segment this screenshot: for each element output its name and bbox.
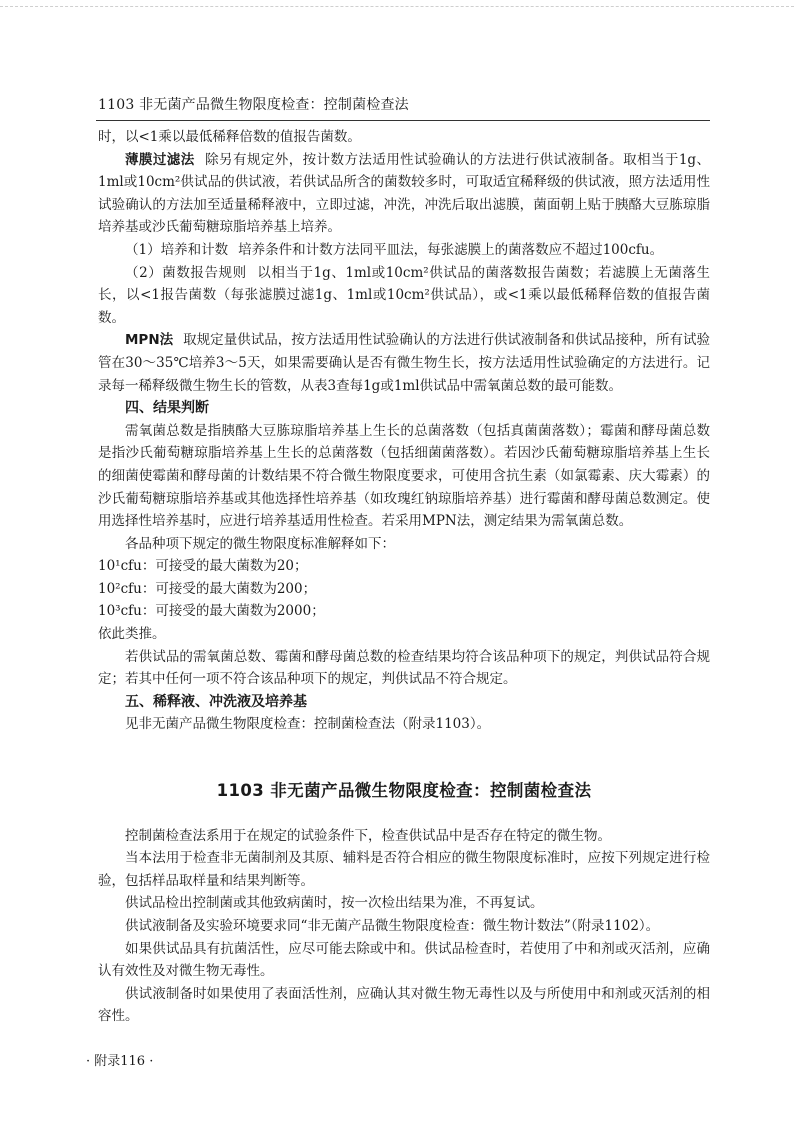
- paragraph-membrane-filtration: [98, 149, 710, 239]
- paragraph-item-1: [98, 239, 710, 262]
- section-4-paragraph-3: 若供试品的需氧菌总数、霉菌和酵母菌总数的检查结果均符合该品种项下的规定，判供试品符合规定；若其中任何一项不符合该品种项下的规定，判供试品不符合规定。: [98, 648, 710, 688]
- header-rule: [96, 120, 710, 121]
- limit-line-2: 10²cfu：可接受的最大菌数为200；: [98, 580, 317, 597]
- membrane-method-text: 除另有规定外，按计数方法适用性试验确认的方法进行供试液制备。取相当于1g、1ml或10cm²供试品的供试液，若供试品所含的菌数较多时，可取适宜稀释级的供试液，照方法适用性试验确认的方法加至适量稀释液中，立即过滤，冲洗，冲洗后取出滤膜，菌面朝上贴于胰酪大豆胨琼脂培养基或沙氏葡萄糖琼脂培养基上培养。: [98, 151, 711, 236]
- limit-line-1: 10¹cfu：可接受的最大菌数为20；: [98, 558, 308, 575]
- chapter-paragraph-2: 当本法用于检查非无菌制剂及其原、辅料是否符合相应的微生物限度标准时，应按下列规定进行检验，包括样品取样量和结果判断等。: [98, 850, 710, 889]
- item-2-label: （2）菌数报告规则: [125, 264, 247, 281]
- section-4-paragraph-2: 各品种项下规定的微生物限度标准解释如下：: [125, 535, 395, 552]
- running-header: 1103 非无菌产品微生物限度检查：控制菌检查法: [98, 97, 409, 113]
- chapter-paragraph-3: 供试品检出控制菌或其他致病菌时，按一次检出结果为准，不再复试。: [125, 895, 544, 912]
- paragraph-continuation: 时，以<1乘以最低稀释倍数的值报告菌数。: [98, 129, 361, 145]
- chapter-title: 1103 非无菌产品微生物限度检查：控制菌检查法: [216, 781, 592, 801]
- section-4-paragraph-1: 需氧菌总数是指胰酪大豆胨琼脂培养基上生长的总菌落数（包括真菌菌落数）；霉菌和酵母菌总数是指沙氏葡萄糖琼脂培养基上生长的总菌落数（包括细菌菌落数）。若因沙氏葡萄糖琼脂培养基上生长的细菌使霉菌和酵母菌的计数结果不符合微生物限度要求，可使用含抗生素（如氯霉素、庆大霉素）的沙氏葡萄糖琼脂培养基或其他选择性培养基（如玫瑰红钠琼脂培养基）进行霉菌和酵母菌总数测定。使用选择性培养基时，应进行培养基适用性检查。若采用MPN法，测定结果为需氧菌总数。: [98, 422, 710, 530]
- item-1-text: 培养条件和计数方法同平皿法，每张滤膜上的菌落数应不超过100cfu。: [238, 241, 664, 258]
- mpn-method-text: 取规定量供试品，按方法适用性试验确认的方法进行供试液制备和供试品接种，所有试验管在30～35℃培养3～5天，如果需要确认是否有微生物生长，按方法适用性试验确定的方法进行。记录每一稀释级微生物生长的管数，从表3查每1g或1ml供试品中需氧菌总数的最可能数。: [98, 332, 710, 394]
- section-5-paragraph-1: 见非无菌产品微生物限度检查：控制菌检查法（附录1103）。: [125, 716, 491, 733]
- paragraph-item-2: [98, 262, 710, 330]
- page-number: · 附录116 ·: [86, 1054, 154, 1069]
- chapter-paragraph-5: 如果供试品具有抗菌活性，应尽可能去除或中和。供试品检查时，若使用了中和剂或灭活剂，应确认有效性及对微生物无毒性。: [98, 940, 710, 980]
- section-4-heading: 四、结果判断: [125, 400, 209, 417]
- paragraph-mpn: [98, 329, 710, 397]
- chapter-paragraph-1: 控制菌检查法系用于在规定的试验条件下，检查供试品中是否存在特定的微生物。: [125, 827, 611, 844]
- limit-line-3: 10³cfu：可接受的最大菌数为2000；: [98, 603, 325, 620]
- item-2-text: 以相当于1g、1ml或10cm²供试品的菌落数报告菌数；若滤膜上无菌落生长，以<1报告菌数（每张滤膜过滤1g、1ml或10cm²供试品），或<1乘以最低稀释倍数的值报告菌数。: [98, 264, 710, 326]
- top-scan-edge: [0, 6, 794, 7]
- limit-line-4: 依此类推。: [98, 626, 166, 643]
- chapter-paragraph-6: 供试液制备时如果使用了表面活性剂，应确认其对微生物无毒性以及与所使用中和剂或灭活剂的相容性。: [98, 985, 710, 1025]
- mpn-method-title: MPN法: [125, 332, 174, 349]
- membrane-method-title: 薄膜过滤法: [125, 151, 195, 168]
- item-1-label: （1）培养和计数: [125, 241, 229, 258]
- chapter-paragraph-4: 供试液制备及实验环境要求同“非无菌产品微生物限度检查：微生物计数法”（附录1102）。: [125, 918, 660, 934]
- page-content: [98, 126, 710, 1028]
- section-5-heading: 五、稀释液、冲洗液及培养基: [125, 693, 307, 710]
